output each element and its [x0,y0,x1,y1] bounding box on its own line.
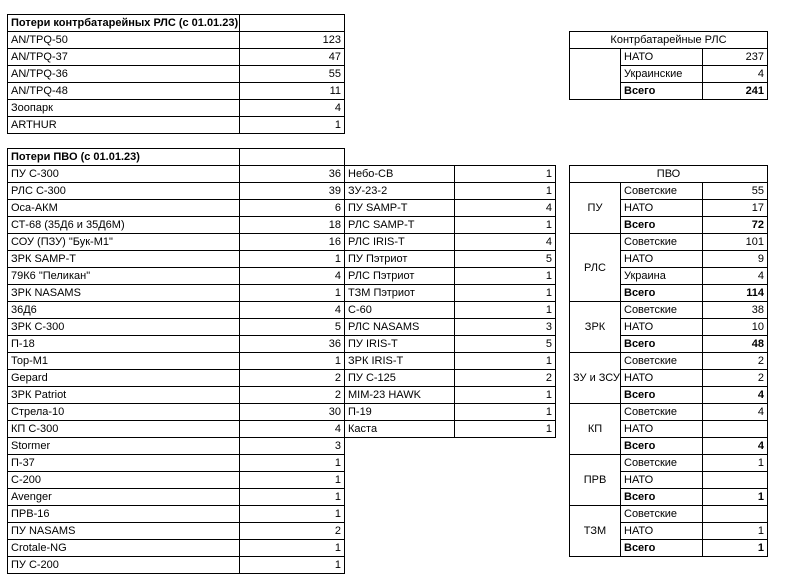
ad-right-name-cell[interactable]: РЛС Пэтриот [345,268,455,285]
ad-left-value-cell[interactable]: 1 [240,489,345,506]
ad-left-value-cell[interactable]: 1 [240,285,345,302]
ad-right-value-cell[interactable]: 4 [455,234,556,251]
air-defense-losses-table [7,148,556,574]
ad-left-value-cell[interactable]: 3 [240,438,345,455]
ad-summary-group-cell[interactable]: КП [570,404,621,455]
air-defense-summary-table [569,165,768,557]
ad-left-name-cell[interactable]: П-37 [8,455,240,472]
ad-summary-value[interactable]: 1 [703,540,768,557]
table-row [8,183,556,200]
table-row [8,285,556,302]
ad-summary-group-cell[interactable]: ПРВ [570,455,621,506]
ad-left-name-cell[interactable]: ПУ NASAMS [8,523,240,540]
ad-summary-label[interactable]: Всего [621,285,703,302]
radar-summary-title[interactable]: Контрбатарейные РЛС [570,32,768,49]
ad-right-name-cell[interactable]: ТЗМ Пэтриот [345,285,455,302]
ad-summary-group-cell[interactable]: ПУ [570,183,621,234]
ad-summary-label[interactable]: НАТО [621,472,703,489]
ad-left-name-cell[interactable]: 36Д6 [8,302,240,319]
ad-right-value-cell[interactable]: 1 [455,353,556,370]
ad-right-value-cell[interactable]: 3 [455,319,556,336]
ad-summary-title[interactable]: ПВО [570,166,768,183]
ad-right-name-cell[interactable]: ЗРК IRIS-T [345,353,455,370]
table-row [8,353,556,370]
ad-summary-value[interactable]: 2 [703,370,768,387]
ad-summary-value[interactable] [703,421,768,438]
table-row [8,319,556,336]
ad-right-value-cell[interactable]: 1 [455,404,556,421]
table-row [8,83,345,100]
radar-summary-group-cell[interactable] [570,49,621,100]
ad-summary-group-cell[interactable]: ЗРК [570,302,621,353]
ad-right-name-cell[interactable]: MIM-23 HAWK [345,387,455,404]
ad-summary-value[interactable]: 17 [703,200,768,217]
ad-left-name-cell[interactable]: ПУ С-300 [8,166,240,183]
ad-right-name-cell[interactable]: Каста [345,421,455,438]
ad-left-value-cell[interactable]: 36 [240,336,345,353]
ad-summary-label[interactable]: Советские [621,302,703,319]
ad-left-value-cell[interactable]: 1 [240,472,345,489]
table-row [8,506,556,523]
table-row [8,472,556,489]
ad-left-value-cell[interactable]: 39 [240,183,345,200]
table-row [8,268,556,285]
ad-right-name-cell[interactable]: ПУ С-125 [345,370,455,387]
table-row [8,200,556,217]
radar-value-cell[interactable]: 123 [240,32,345,49]
ad-left-value-cell[interactable]: 36 [240,166,345,183]
ad-summary-group-cell[interactable]: ЗУ и ЗСУ [570,353,621,404]
ad-right-value-cell[interactable]: 1 [455,183,556,200]
ad-left-value-cell[interactable]: 30 [240,404,345,421]
ad-summary-label[interactable]: НАТО [621,200,703,217]
table-row [8,438,556,455]
ad-left-value-cell[interactable]: 6 [240,200,345,217]
ad-right-value-cell[interactable]: 5 [455,336,556,353]
table-row [570,183,768,200]
ad-summary-value[interactable]: 9 [703,251,768,268]
ad-summary-value[interactable]: 10 [703,319,768,336]
table-row [8,370,556,387]
radar-value-cell[interactable]: 55 [240,66,345,83]
ad-left-value-cell[interactable]: 16 [240,234,345,251]
ad-left-name-cell[interactable]: С-200 [8,472,240,489]
ad-left-value-cell[interactable]: 1 [240,251,345,268]
ad-right-name-cell[interactable]: Небо-СВ [345,166,455,183]
table-row [8,32,345,49]
ad-right-name-cell[interactable]: ПУ Пэтриот [345,251,455,268]
table-row [8,336,556,353]
ad-right-name-cell[interactable]: С-60 [345,302,455,319]
ad-summary-label[interactable]: Советские [621,506,703,523]
table-row [570,49,768,66]
table-row [8,100,345,117]
ad-summary-value[interactable]: 1 [703,455,768,472]
table-row [570,506,768,523]
table-row [8,540,556,557]
ad-summary-label[interactable]: Всего [621,387,703,404]
radar-losses-table [7,14,345,134]
ad-summary-value[interactable]: 4 [703,404,768,421]
ad-summary-label[interactable]: Всего [621,217,703,234]
table-row [8,49,345,66]
ad-left-name-cell[interactable]: 79К6 "Пеликан" [8,268,240,285]
ad-summary-label[interactable]: Украина [621,268,703,285]
ad-left-name-cell[interactable]: СОУ (ПЗУ) "Бук-М1" [8,234,240,251]
ad-left-value-cell[interactable]: 4 [240,302,345,319]
ad-title[interactable]: Потери ПВО (с 01.01.23) [8,149,240,166]
table-row [8,117,345,134]
radar-summary-table [569,31,768,100]
radar-name-cell[interactable]: Зоопарк [8,100,240,117]
ad-summary-label[interactable]: Советские [621,234,703,251]
ad-left-name-cell[interactable]: Тор-М1 [8,353,240,370]
ad-left-name-cell[interactable]: Оса-АКМ [8,200,240,217]
ad-title-empty[interactable] [240,149,345,166]
radar-value-cell[interactable]: 1 [240,117,345,134]
ad-left-name-cell[interactable]: Avenger [8,489,240,506]
ad-summary-value[interactable]: 48 [703,336,768,353]
ad-left-name-cell[interactable]: РЛС С-300 [8,183,240,200]
ad-summary-value[interactable]: 1 [703,523,768,540]
table-row [8,455,556,472]
ad-left-name-cell[interactable]: ПРВ-16 [8,506,240,523]
table-row [8,387,556,404]
ad-right-value-cell[interactable]: 1 [455,302,556,319]
ad-left-name-cell[interactable]: ЗРК С-300 [8,319,240,336]
ad-left-value-cell[interactable]: 2 [240,387,345,404]
ad-right-name-cell[interactable]: РЛС IRIS-T [345,234,455,251]
ad-right-value-cell[interactable]: 1 [455,217,556,234]
ad-summary-label[interactable]: Всего [621,438,703,455]
ad-summary-group-cell[interactable]: ТЗМ [570,506,621,557]
ad-summary-value[interactable]: 55 [703,183,768,200]
ad-summary-value[interactable]: 38 [703,302,768,319]
ad-left-value-cell[interactable]: 1 [240,353,345,370]
ad-left-name-cell[interactable]: ЗРК SAMP-T [8,251,240,268]
table-row [8,557,556,574]
table-row [8,66,345,83]
ad-left-name-cell[interactable]: КП С-300 [8,421,240,438]
radar-summary-value[interactable]: 237 [703,49,768,66]
ad-summary-label[interactable]: Всего [621,336,703,353]
ad-left-value-cell[interactable]: 1 [240,557,345,574]
radar-name-cell[interactable]: AN/TPQ-36 [8,66,240,83]
ad-right-value-cell[interactable]: 1 [455,268,556,285]
ad-left-value-cell[interactable]: 2 [240,370,345,387]
radar-value-cell[interactable]: 47 [240,49,345,66]
ad-summary-group-cell[interactable]: РЛС [570,234,621,302]
radar-title-empty[interactable] [240,15,345,32]
ad-left-value-cell[interactable]: 4 [240,421,345,438]
radar-summary-label[interactable]: НАТО [621,49,703,66]
ad-left-value-cell[interactable]: 4 [240,268,345,285]
ad-summary-label[interactable]: НАТО [621,370,703,387]
table-row [8,251,556,268]
table-row [8,217,556,234]
ad-summary-label[interactable]: НАТО [621,251,703,268]
ad-left-value-cell[interactable]: 5 [240,319,345,336]
table-row [8,404,556,421]
radar-title[interactable]: Потери контрбатарейных РЛС (с 01.01.23) [8,15,240,32]
table-row [8,421,556,438]
table-row [8,489,556,506]
ad-left-name-cell[interactable]: ПУ С-200 [8,557,240,574]
radar-name-cell[interactable]: AN/TPQ-50 [8,32,240,49]
ad-summary-value[interactable]: 4 [703,438,768,455]
ad-right-name-cell[interactable]: РЛС NASAMS [345,319,455,336]
ad-left-name-cell[interactable]: Stormer [8,438,240,455]
ad-left-value-cell[interactable]: 2 [240,523,345,540]
ad-left-name-cell[interactable]: ЗРК NASAMS [8,285,240,302]
ad-right-value-cell[interactable]: 1 [455,166,556,183]
ad-right-name-cell[interactable]: П-19 [345,404,455,421]
radar-summary-label[interactable]: Всего [621,83,703,100]
ad-left-name-cell[interactable]: Gepard [8,370,240,387]
ad-summary-value[interactable]: 2 [703,353,768,370]
ad-right-value-cell[interactable]: 4 [455,200,556,217]
ad-right-name-cell[interactable]: ПУ SAMP-T [345,200,455,217]
ad-left-name-cell[interactable]: ЗРК Patriot [8,387,240,404]
table-row [570,353,768,370]
ad-right-value-cell[interactable]: 2 [455,370,556,387]
ad-right-name-cell[interactable]: ПУ IRIS-T [345,336,455,353]
radar-name-cell[interactable]: AN/TPQ-48 [8,83,240,100]
table-row [8,166,556,183]
ad-summary-label[interactable]: Советские [621,455,703,472]
ad-right-name-cell[interactable]: РЛС SAMP-T [345,217,455,234]
ad-summary-label[interactable]: НАТО [621,319,703,336]
ad-summary-label[interactable]: Всего [621,540,703,557]
table-row [8,234,556,251]
ad-summary-label[interactable]: Советские [621,183,703,200]
radar-name-cell[interactable]: ARTHUR [8,117,240,134]
radar-summary-value[interactable]: 4 [703,66,768,83]
ad-right-value-cell[interactable]: 5 [455,251,556,268]
ad-summary-label[interactable]: Советские [621,404,703,421]
ad-left-name-cell[interactable]: Стрела-10 [8,404,240,421]
radar-value-cell[interactable]: 4 [240,100,345,117]
ad-summary-label[interactable]: НАТО [621,523,703,540]
table-row [570,455,768,472]
ad-right-value-cell[interactable]: 1 [455,387,556,404]
ad-summary-label[interactable]: Всего [621,489,703,506]
ad-left-value-cell[interactable]: 18 [240,217,345,234]
ad-summary-value[interactable]: 101 [703,234,768,251]
ad-summary-value[interactable]: 4 [703,387,768,404]
ad-summary-value[interactable] [703,506,768,523]
table-row [570,302,768,319]
ad-right-name-cell[interactable]: ЗУ-23-2 [345,183,455,200]
radar-summary-value[interactable]: 241 [703,83,768,100]
ad-left-value-cell[interactable]: 1 [240,455,345,472]
ad-left-value-cell[interactable]: 1 [240,506,345,523]
ad-right-value-cell[interactable]: 1 [455,285,556,302]
ad-summary-value[interactable]: 4 [703,268,768,285]
ad-summary-value[interactable]: 1 [703,489,768,506]
table-row [8,302,556,319]
table-row [8,523,556,540]
ad-left-value-cell[interactable]: 1 [240,540,345,557]
radar-summary-label[interactable]: Украинские [621,66,703,83]
ad-summary-label[interactable]: Советские [621,353,703,370]
radar-value-cell[interactable]: 11 [240,83,345,100]
ad-summary-label[interactable]: НАТО [621,421,703,438]
ad-summary-value[interactable] [703,472,768,489]
table-row [570,404,768,421]
ad-left-name-cell[interactable]: Crotale-NG [8,540,240,557]
ad-left-name-cell[interactable]: СТ-68 (35Д6 и 35Д6М) [8,217,240,234]
ad-left-name-cell[interactable]: П-18 [8,336,240,353]
ad-summary-value[interactable]: 72 [703,217,768,234]
table-row [570,234,768,251]
ad-summary-value[interactable]: 114 [703,285,768,302]
ad-right-value-cell[interactable]: 1 [455,421,556,438]
radar-name-cell[interactable]: AN/TPQ-37 [8,49,240,66]
